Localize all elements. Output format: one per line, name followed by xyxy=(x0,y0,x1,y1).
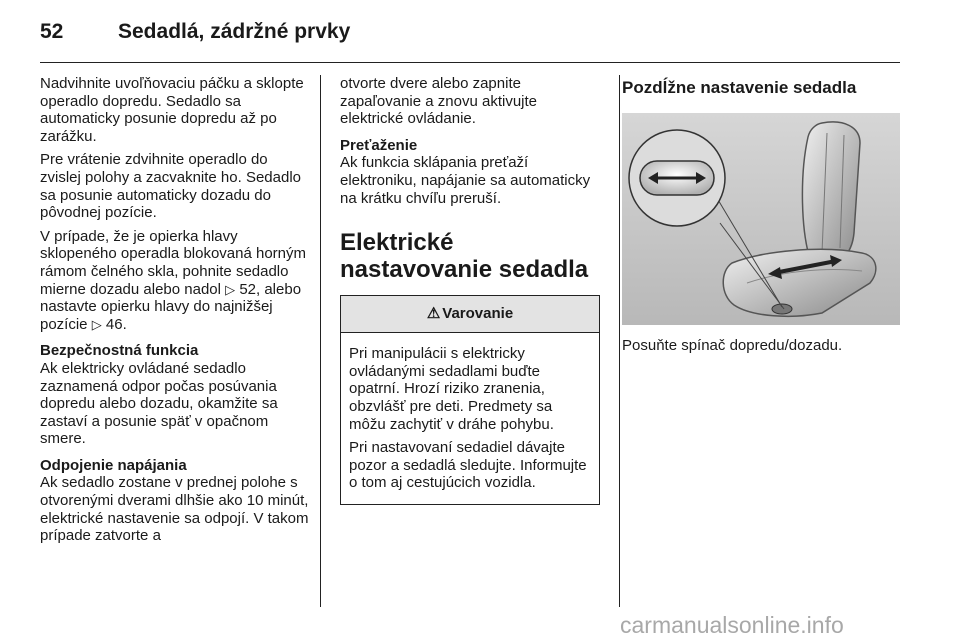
page-ref-link[interactable]: 52 xyxy=(239,280,256,298)
page-ref-link[interactable]: 46 xyxy=(105,315,123,333)
warning-paragraph: Pri nastavovaní sedadiel dávajte pozor a sedadlá sledujte. Informujte o tom aj cestujúcich vozidla. xyxy=(349,439,587,492)
paragraph-fold-backrest: Nadvihnite uvoľňovaciu páčku a sklopte operadlo dopredu. Sedadlo sa automaticky posunie dopredu až po zarážku. xyxy=(40,75,304,145)
safety-function-heading: Bezpečnostná funkcia xyxy=(40,342,199,360)
footer-watermark: carmanualsonline.info xyxy=(620,612,844,638)
paragraph-return-backrest: Pre vrátenie zdvihnite operadlo do zvislej polohy a zacvaknite ho. Sedadlo sa posunie automaticky dozadu do pôvodnej pozície. xyxy=(40,151,301,222)
page-title: Sedadlá, zádržné prvky xyxy=(118,20,351,43)
warning-triangle-icon: ⚠ xyxy=(426,305,441,323)
overload-text: Ak funkcia sklápania preťaží elektroniku, napájanie sa automaticky na krátku chvíľu preruší. xyxy=(340,154,591,207)
power-disconnect-heading: Odpojenie napájania xyxy=(40,456,187,474)
column-left xyxy=(40,75,312,551)
safety-function-text: Ak elektricky ovládané sedadlo zaznamená odpor počas posúvania dopredu alebo dozadu, okamžite sa zastaví a posunie späť v opačnom smere. xyxy=(40,359,278,448)
photo-caption: Posuňte spínač dopredu/dozadu. xyxy=(622,336,843,354)
warning-body xyxy=(341,333,599,504)
warning-title: Varovanie xyxy=(442,305,514,323)
continued-text: otvorte dvere alebo zapnite zapaľovanie a znovu aktivujte elektrické ovládanie. xyxy=(340,75,537,128)
page-number: 52 xyxy=(40,20,64,43)
column-divider-2 xyxy=(619,75,620,607)
column-middle xyxy=(340,75,602,505)
page-header xyxy=(40,16,900,63)
page-ref-arrow-icon: ▷ xyxy=(91,316,102,332)
warning-box xyxy=(340,295,600,505)
section-heading: Elektrické nastavovanie sedadla xyxy=(340,229,589,284)
paragraph-headrest-blocked: V prípade, že je opierka hlavy sklopeného operadla blokovaná horným rámom čelného skla, pohnite sedadlo mierne dozadu alebo nadol ▷ 52, alebo nastavte opierku hlavy do najnižšej pozície ▷ 46. xyxy=(40,227,307,333)
warning-header xyxy=(341,296,599,333)
page-ref-arrow-icon: ▷ xyxy=(225,281,236,297)
column-right xyxy=(622,75,902,360)
overload-heading: Preťaženie xyxy=(340,136,418,154)
power-disconnect-text: Ak sedadlo zostane v prednej polohe s otvorenými dverami dlhšie ako 10 minút, elektrické nastavenie sa odpojí. V takom prípade zatvorte a xyxy=(40,474,309,545)
warning-paragraph: Pri manipulácii s elektricky ovládanými sedadlami buďte opatrní. Hrozí riziko zranenia, obzvlášť pre deti. Predmety sa môžu zachytiť v dráhe pohybu. xyxy=(349,345,554,433)
column-divider-1 xyxy=(320,75,321,607)
subsection-heading: Pozdĺžne nastavenie sedadla xyxy=(622,78,857,97)
seat-adjustment-photo xyxy=(622,113,900,325)
